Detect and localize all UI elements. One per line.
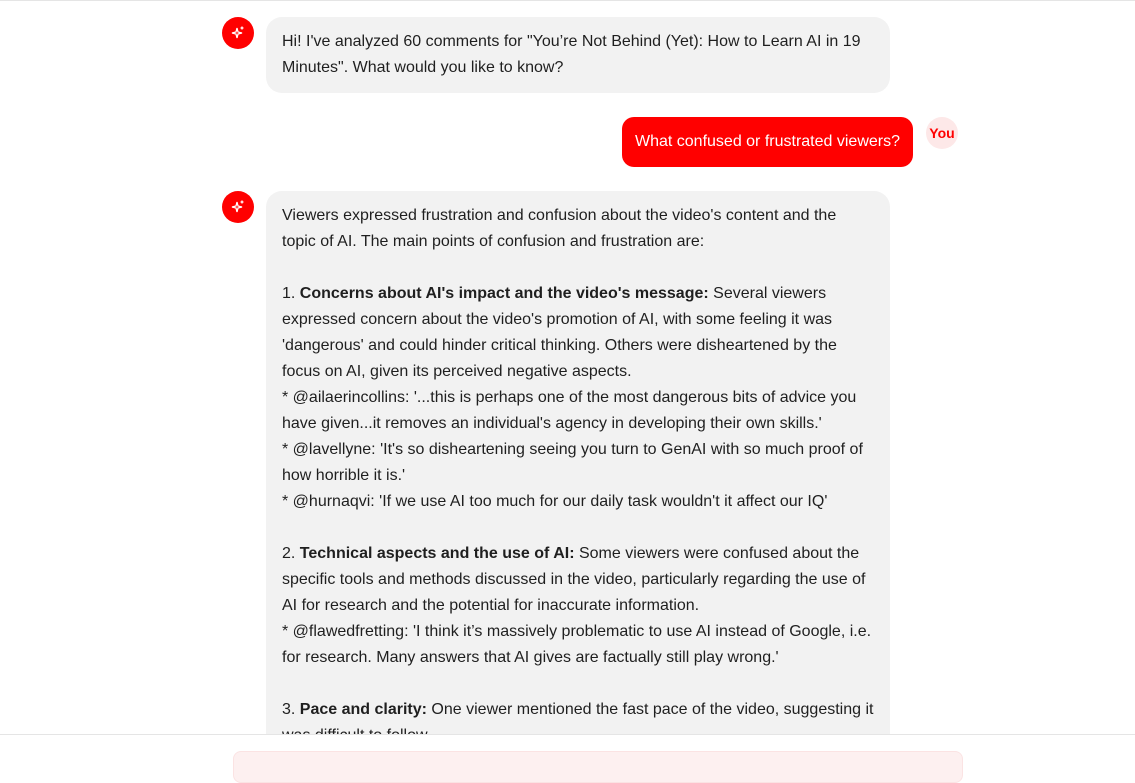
sparkles-icon <box>230 25 246 41</box>
user-message <box>622 117 913 167</box>
bot-avatar <box>222 17 254 49</box>
composer-area <box>0 734 1135 755</box>
message-input[interactable] <box>233 751 963 783</box>
bot-message-greeting <box>266 17 890 93</box>
quote: * @lavellyne: 'It's so disheartening seeing you turn to GenAI with so much proof of how horrible it is.' <box>282 441 863 484</box>
sparkles-icon <box>230 199 246 215</box>
answer-point-3: 3. Pace and clarity: One viewer mentioned the fast pace of the video, suggesting it <box>282 701 874 718</box>
bot-avatar <box>222 191 254 223</box>
greeting-text: Hi! I've analyzed 60 comments for "You’re Not Behind (Yet): How to Learn AI in 19 Minutes". What would you like to know? <box>282 33 861 76</box>
quote: * @flawedfretting: 'I think it’s massively problematic to use AI instead of Google, i.e. for research. Many answers that AI gives are factually still play wrong.' <box>282 623 872 666</box>
quote: * @ailaerincollins: '...this is perhaps one of the most dangerous bits of advice you have given...it removes an individual's agency in developing their own skills.' <box>282 389 857 432</box>
answer-intro: Viewers expressed frustration and confusion about the video's content and the topic of AI. The main points of confusion and frustration are: <box>282 207 837 250</box>
bot-message-answer <box>266 191 890 761</box>
user-avatar: You <box>926 117 958 149</box>
user-message-text: What confused or frustrated viewers? <box>634 133 900 150</box>
chat-scroll-area[interactable] <box>0 1 1135 734</box>
answer-point-2: 2. Technical aspects and the use of AI: Some viewers were confused about the specific tools and methods discussed in the video, particularly regarding the use of AI for research and the potential for inaccurate information. <box>282 545 866 614</box>
answer-point-1: 1. Concerns about AI's impact and the video's message: Several viewers expressed concern about the video's promotion of AI, with some feeling it was 'dangerous' and could hinder critical thinking. Others were disheartened by the focus on AI, given its perceived negative aspects. <box>282 285 837 380</box>
quote: * @hurnaqvi: 'If we use AI too much for our daily task wouldn't it affect our IQ' <box>282 493 828 510</box>
